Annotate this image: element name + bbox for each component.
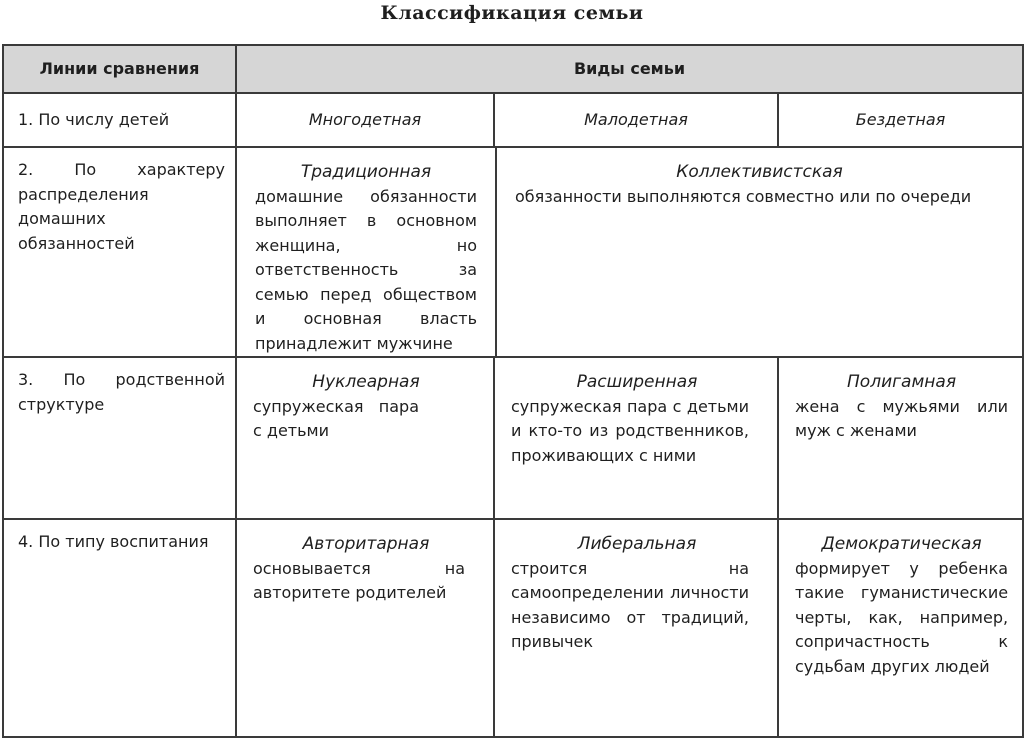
kind-malodetnaya: Малодетная — [494, 93, 778, 147]
kind-polygamous: Полигамная — [847, 372, 957, 392]
cell-collectivist — [496, 147, 1023, 357]
kind-mnogodetnaya: Многодетная — [236, 93, 494, 147]
cell-liberal — [494, 519, 778, 737]
row-label-children: 1. По числу детей — [3, 93, 236, 147]
desc-polygamous: жена с мужьями или муж с женами — [795, 396, 1009, 440]
table-row — [3, 93, 1023, 147]
family-classification-table — [2, 44, 1024, 738]
kind-authoritarian: Авторитарная — [302, 534, 430, 554]
desc-traditional: домашние обязанности выполняет в основном женщина, но ответственность за семью перед обществом и основная власть принадлежит мужчине — [255, 186, 477, 353]
cell-traditional — [236, 147, 496, 357]
kind-bezdetnaya: Бездетная — [778, 93, 1023, 147]
table-row — [3, 519, 1023, 737]
cell-authoritarian — [236, 519, 494, 737]
page-title: Классификация семьи — [380, 2, 644, 24]
desc-extended: супружеская пара с детьми и кто-то из родственников, проживающих с ними — [511, 396, 749, 465]
header-family-types: Виды семьи — [236, 45, 1023, 93]
table-row — [3, 357, 1023, 519]
kind-nuclear: Нуклеарная — [312, 372, 420, 392]
table-row — [3, 147, 1023, 357]
row-label-duties: 2. По характеру распределения домашних обязанностей — [3, 147, 236, 357]
desc-authoritarian: основывается на авторитете родителей — [253, 558, 465, 602]
kind-democratic: Демократическая — [821, 534, 982, 554]
kind-collectivist: Коллективистская — [676, 162, 843, 182]
header-row — [3, 45, 1023, 93]
kind-liberal: Либеральная — [577, 534, 697, 554]
row-label-kinship: 3. По родственной структуре — [3, 357, 236, 519]
row-label-upbringing: 4. По типу воспитания — [3, 519, 236, 737]
kind-extended: Расширенная — [576, 372, 698, 392]
desc-collectivist: обязанности выполняются совместно или по очереди — [515, 186, 972, 206]
desc-nuclear: супружеская пара с детьми — [253, 396, 419, 440]
cell-extended — [494, 357, 778, 519]
header-comparison-lines: Линии сравнения — [3, 45, 236, 93]
desc-democratic: формирует у ребенка такие гуманистические черты, как, например, сопричастность к судьбам других людей — [795, 558, 1009, 676]
kind-traditional: Традиционная — [300, 162, 432, 182]
cell-democratic — [778, 519, 1023, 737]
desc-liberal: строится на самоопределении личности независимо от традиций, привычек — [511, 558, 749, 651]
cell-polygamous — [778, 357, 1023, 519]
cell-nuclear — [236, 357, 494, 519]
